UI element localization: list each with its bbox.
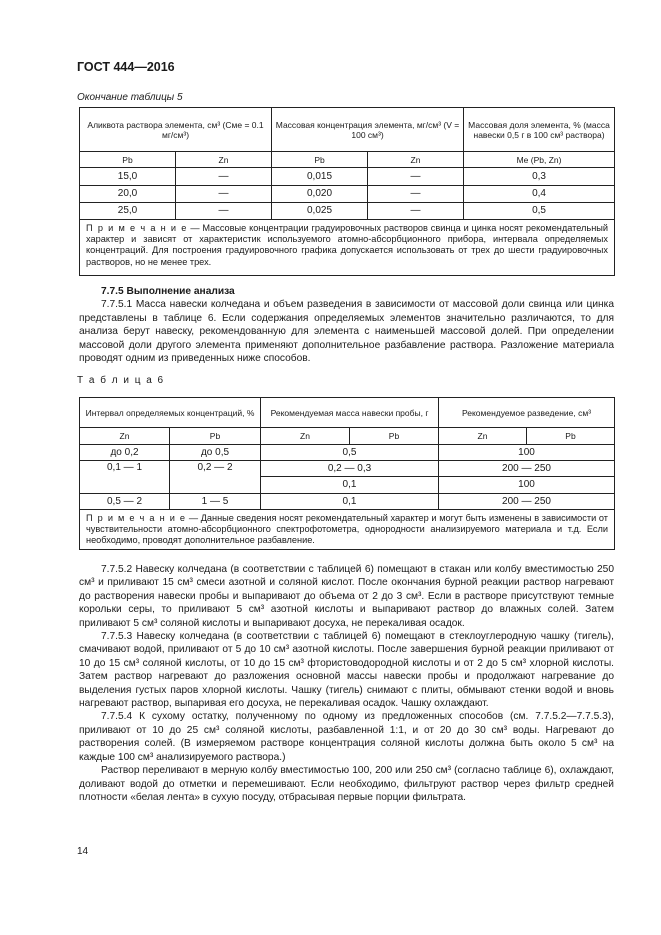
table-cell: — [368,203,464,220]
table6-header-dilution: Рекомендуемое разведение, см³ [439,398,615,428]
table-cell: 0,5 [261,445,439,461]
paragraph: 7.7.5.4 К сухому остатку, полученному по одному из предложенных способов (см. 7.7.5.2—7.7.5.3), приливают от 10 до 25 см³ соляной кислоты, разбавленной 1:1, и от 20 до 30 см³ воды. Нагревают до растворения солей. (В измеряемом растворе концентрация соляной кислоты должна быть около 5 см³ на каждые 100 см³ анализируемого раствора.) [79,711,614,763]
table-cell: — [368,168,464,186]
table-row [80,186,615,203]
table6-subheader: Pb [527,428,615,445]
table-cell: 200 — 250 [439,461,615,477]
paragraph: Раствор переливают в мерную колбу вместимостью 100, 200 или 250 см³ (согласно таблице 6), охлаждают, доливают водой до отметки и перемешивают. Если необходимо, фильтруют раствор через фильтр средней плотности «белая лента» в сухую посуду, отбрасывая первые порции фильтрата. [79,765,614,803]
note-text: — Данные сведения носят рекомендательный характер и могут быть изменены в зависимости от чувствительности атомно-абсорбционного спектрофотометра, однородности анализируемого материала и т.д. Если необходимо, проводят дополнительное разбавление. [86,513,608,546]
document-header: ГОСТ 444—2016 [77,60,175,74]
table-cell: — [176,186,272,203]
table-cell: 0,2 — 2 [170,461,261,494]
table-cell: 0,015 [272,168,368,186]
table-cell: 0,2 — 0,3 [261,461,439,477]
paragraph: 7.7.5.3 Навеску колчедана (в соответствии с таблицей 6) помещают в стеклоуглеродную чашку (тигель), смачивают водой, приливают от 5 до 10 см³ азотной кислоты. После завершения бурной реакции приливают от 10 до 15 см³ соляной кислоты, от 10 до 15 см³ фтористоводородной кислоты и от 2 до 5 см³ хлорной кислоты. Затем раствор нагревают до разложения основной массы навески пробы и продолжают нагревание до выделения густых паров хлорной кислоты. Чашку (тигель) снимают с плиты, обмывают стенки водой и вновь нагревают раствор, выпаривая его досуха, не перекаливая осадок. Чашку охлаждают. [79,631,614,710]
table-cell: 0,025 [272,203,368,220]
table-row [80,461,615,477]
table5-header-mass-fraction: Массовая доля элемента, % (масса навески 0,5 г в 100 см³ раствора) [464,108,615,152]
table-cell: — [368,186,464,203]
paragraph: 7.7.5.1 Масса навески колчедана и объем разведения в зависимости от массовой доли свинца или цинка представлены в таблице 6. Если содержания определяемых элементов значительно различаются, то для анализа берут навеску, рекомендованную для элемента с наименьшей массовой долей. При определении массовой доли другого элемента применяют дополнительное разбавление раствора. Разложение материала проводят одним из приведенных ниже способов. [79,299,614,365]
table6-subheader: Zn [80,428,170,445]
table5-caption: Окончание таблицы 5 [77,92,183,103]
table-row [80,168,615,186]
table6-subheader: Pb [170,428,261,445]
note-text: — Массовые концентрации градуировочных растворов свинца и цинка носят рекомендательный характер и зависят от характеристик используемого атомно-абсорбционного прибора, интервала определяемых концентраций. Для построения градуировочного графика допускается использовать от трех до шести градуировочных растворов, но не менее трех. [86,223,609,267]
table-cell: — [176,203,272,220]
table5-header-concentration: Массовая концентрация элемента, мг/см³ (V = 100 см³) [272,108,464,152]
table-row [80,445,615,461]
section-title: 7.7.5 Выполнение анализа [101,286,235,297]
table-cell: 200 — 250 [439,494,615,510]
table-cell: 0,5 [464,203,615,220]
table5-subheader: Мe (Pb, Zn) [464,152,615,168]
table-cell: 0,1 [261,494,439,510]
table-cell: 100 [439,445,615,461]
note-label: П р и м е ч а н и е [86,513,187,523]
table-cell: 15,0 [80,168,176,186]
table5-note [80,220,615,276]
table-cell: 20,0 [80,186,176,203]
table-cell: 0,5 — 2 [80,494,170,510]
table6-subheader: Zn [261,428,350,445]
table-cell: до 0,5 [170,445,261,461]
paragraph: 7.7.5.2 Навеску колчедана (в соответствии с таблицей 6) помещают в стакан или колбу вместимостью 250 см³ и приливают 15 см³ смеси азотной и соляной кислот. После окончания бурной реакции раствор нагревают до растворения навески пробы и выпаривают до объема от 2 до 3 см³. Если в растворе присутствуют темные корольки серы, то приливают 5 см³ азотной кислоты и выпаривают раствор до влажных солей. Затем приливают 5 см³ соляной кислоты и выпаривают досуха, не перекаливая осадок. [79,564,614,629]
table5-subheader: Pb [272,152,368,168]
table5-subheader: Pb [80,152,176,168]
table6-header-mass: Рекомендуемая масса навески пробы, г [261,398,439,428]
table5-header-aliquot: Аликвота раствора элемента, см³ (Cмe = 0.1 мг/см³) [80,108,272,152]
table6-note [80,510,615,550]
table5-subheader: Zn [176,152,272,168]
table-cell: 0,1 [261,477,439,494]
table6-subheader: Zn [439,428,527,445]
page-number: 14 [77,846,89,857]
table-cell: — [176,168,272,186]
table6-subheader: Pb [350,428,439,445]
table5-subheader: Zn [368,152,464,168]
table5 [79,107,615,276]
table-cell: 0,4 [464,186,615,203]
table-cell: 25,0 [80,203,176,220]
note-label: П р и м е ч а н и е [86,223,188,233]
table-cell: 100 [439,477,615,494]
table6-caption: Т а б л и ц а 6 [77,375,165,386]
table-cell: 0,3 [464,168,615,186]
table-row [80,494,615,510]
table6 [79,397,615,550]
section-7-7-5 [79,285,614,365]
table-cell: 0,020 [272,186,368,203]
table-cell: 1 — 5 [170,494,261,510]
paragraphs-block [79,563,614,804]
table-cell: до 0,2 [80,445,170,461]
table-row [80,203,615,220]
table6-header-interval: Интервал определяемых концентраций, % [80,398,261,428]
table-cell: 0,1 — 1 [80,461,170,494]
